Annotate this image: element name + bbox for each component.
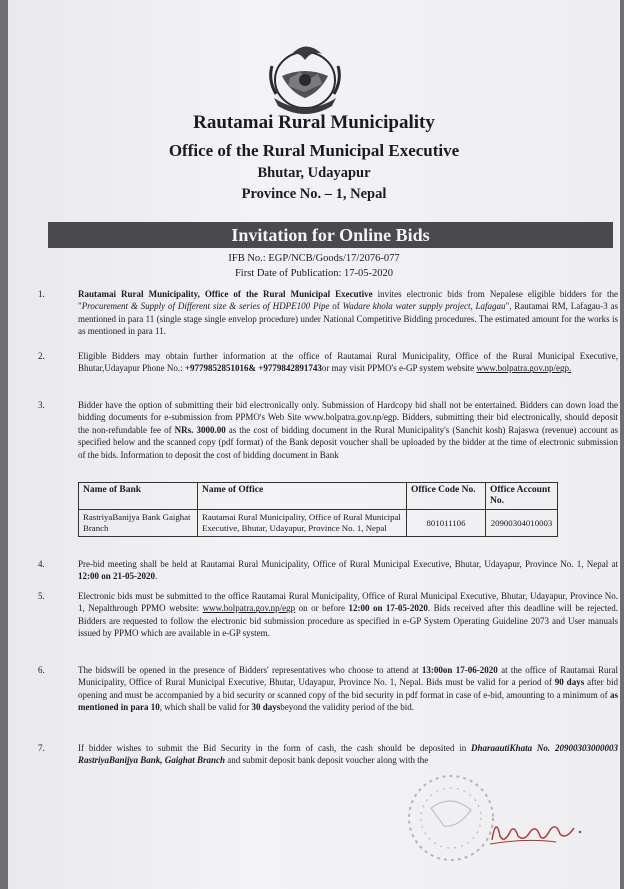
item-text-part: beyond the validity period of the bid.: [280, 702, 414, 713]
item-text: [78, 399, 618, 461]
security-validity: 30 days: [251, 702, 281, 713]
bank-details-table: [78, 482, 558, 537]
security-reference: as mentioned in para 10: [78, 689, 618, 713]
item-text: [78, 742, 618, 767]
item-text: [78, 590, 618, 640]
item-text-part: on or before: [295, 603, 349, 614]
column-header: Office Account No.: [486, 483, 558, 510]
item-text-part: , which shall be valid for: [159, 702, 252, 713]
address-line: Bhutar, Udayapur: [257, 165, 371, 181]
item-text-part: The bidswill be opened in the presence of Bidders' representatives who choose to attend at: [78, 665, 422, 675]
item-text: [78, 558, 618, 583]
item-text-part: at the office of Rautamai Rural Municipality, Office of Rural Municipal Executive, Bhutar, Udayapur, Province No. 1, Nepal. Bids must be valid for a period of: [78, 665, 618, 688]
item-number: 4.: [38, 559, 45, 569]
column-header: Office Code No.: [407, 483, 486, 510]
item-number: 6.: [38, 665, 45, 675]
signature-icon: [486, 810, 586, 850]
item-text-part: Wadare khola water supply project, Lafagau: [342, 301, 506, 312]
item-text-part: Rautamai Rural Municipality, Office of the Rural Municipal Executive: [78, 289, 373, 299]
item-text: [78, 664, 618, 714]
municipality-title: Rautamai Rural Municipality: [193, 112, 435, 133]
egp-link[interactable]: www.bolpatra.gov.np/egp.: [476, 363, 572, 374]
item-text-part: .: [155, 571, 158, 582]
province-line: Province No. – 1, Nepal: [241, 186, 387, 202]
item-number: 5.: [38, 591, 45, 601]
deadline: 12:00 on 17-05-2020: [348, 603, 428, 614]
item-text-part: of: [329, 301, 343, 312]
account-number-cell: 20900304010003: [486, 510, 558, 537]
document-page: [8, 0, 620, 889]
item-text-part: invites electronic bids from Nepalese eligible bidders for the ": [78, 289, 618, 312]
opening-time: 13:00on 17-06-2020: [421, 665, 498, 675]
item-text-part: Eligible Bidders may obtain further information at the office of Rautamai Rural Municipality, Office of the Rural Municipal Executive, Bhutar,Udayapur Phone No.:: [78, 351, 618, 374]
item-text-part: ", Rautamai RM, Lafagau-3 as mentioned in para 11 (single stage single envelop procedure) under National Competitive Bidding procedures. The estimated amount for the works is as mentioned in para 11.: [78, 301, 619, 337]
publication-date: First Date of Publication: 17-05-2020: [234, 268, 394, 279]
item-number: 2.: [38, 351, 45, 361]
item-text-part: Electronic bids must be submitted to the office Rautamai Rural Municipality, Office of Rural Municipal Executive, Bhutar, Udayapur, Province No. 1, Nepalthrough PPMO website:: [78, 591, 618, 614]
ifb-number: IFB No.: EGP/NCB/Goods/17/2076-077: [228, 253, 400, 264]
item-text: [78, 350, 618, 375]
item-text-part: as the cost of bidding document in the Rural Municipality's (Sanchit kosh) Rajaswa (revenue) account as specified below and the scanned copy (pdf format) of the Bank deposit voucher shall be uploaded by the bidder at the time of electronic submission of the bids. Information to deposit the cost of bidding document in Bank: [78, 424, 618, 460]
item-text-part: and submit deposit bank deposit voucher along with the: [225, 755, 429, 766]
bank-name-cell: RastriyaBanijya Bank Gaighat Branch: [79, 510, 198, 537]
validity-days: 90 days: [554, 677, 585, 688]
deposit-account: DharaautiKhata No. 20900303000003 RastriyaBanijya Bank, Gaighat Branch: [78, 743, 618, 766]
item-number: 3.: [38, 400, 45, 410]
item-text-part: . Bids received after this deadline will be rejected. Bidders are requested to follow the electronic bid submission procedure as specified in e-GP System Operating Guideline 2073 and User manuals issued by PPMO which are available in e-GP system.: [78, 603, 619, 639]
item-text-part: or may visit PPMO's e-GP system website: [321, 363, 477, 374]
office-name-cell: Rautamai Rural Municipality, Office of Rural Municipal Executive, Bhutar, Udayapur, Province No. 1, Nepal: [198, 510, 407, 537]
item-text: [78, 288, 618, 338]
nepal-emblem-icon: [260, 36, 350, 118]
notice-banner: Invitation for Online Bids: [48, 222, 613, 248]
item-number: 7.: [38, 743, 45, 753]
item-text-part: If bidder wishes to submit the Bid Security in the form of cash, the cash should be deposited in: [78, 743, 472, 753]
table-header-row: [79, 483, 558, 510]
prebid-time: 12:00 on 21-05-2020: [78, 571, 155, 582]
item-text-part: after bid opening and must be accompanied by a bid security or scanned copy of the bid security in pdf format in case of e-bid, amounting to a minimum of: [78, 677, 618, 700]
phone-numbers: +9779852851016& +9779842891743: [184, 363, 322, 374]
table-row: [79, 510, 558, 537]
item-number: 1.: [38, 289, 45, 299]
item-text-part: Bidder have the option of submitting their bid electronically only. Submission of Hardcopy bid shall not be entertained. Bidders can down load the bidding documents for e-submission from PPMO's Web Site www.bolpatra.gov.np/egp. Bidders, submitting their bid electronically, should deposit the non-refundable fee of: [78, 400, 618, 435]
column-header: Name of Office: [198, 483, 407, 510]
item-text-part: Pre-bid meeting shall be held at Rautamai Rural Municipality, Office of Rural Municipal Executive, Bhutar, Udayapur, Province No. 1, Nepal at: [78, 559, 618, 569]
item-text-part: Procurement & Supply of Different size & series of HDPE100 Pipe: [81, 301, 330, 312]
office-title: Office of the Rural Municipal Executive: [168, 141, 460, 160]
column-header: Name of Bank: [79, 483, 198, 510]
office-code-cell: 801011106: [407, 510, 486, 537]
fee-amount: NRs. 3000.00: [174, 424, 226, 435]
egp-link[interactable]: www.bolpatra.gov.np/egp: [202, 603, 296, 614]
